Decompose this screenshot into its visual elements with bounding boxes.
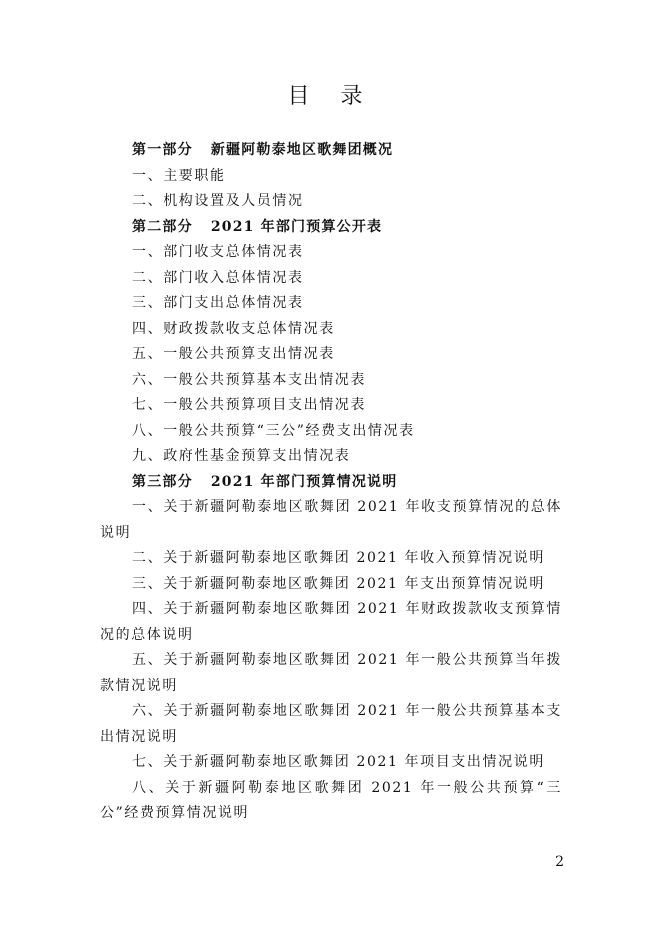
toc-item: 六、一般公共预算基本支出情况表: [132, 371, 366, 388]
page-number: 2: [555, 854, 564, 870]
toc-item: 五、一般公共预算支出情况表: [132, 346, 335, 362]
toc-item: 二、部门收入总体情况表: [132, 269, 304, 286]
toc-item: 七、关于新疆阿勒泰地区歌舞团 2021 年项目支出情况说明: [132, 754, 545, 770]
toc-item: 一、部门收支总体情况表: [132, 244, 304, 260]
part1-heading: [100, 138, 562, 164]
toc-item: 二、机构设置及人员情况: [132, 193, 304, 209]
part3-heading-title: 2021 年部门预算情况说明: [210, 473, 398, 490]
part1-heading-title: 新疆阿勒泰地区歌舞团概况: [210, 142, 394, 158]
toc-item: 一、主要职能: [132, 167, 226, 184]
toc-item: 五、关于新疆阿勒泰地区歌舞团 2021 年一般公共预算当年拨款情况说明: [100, 652, 562, 694]
toc-item: 八、一般公共预算“三公”经费支出情况表: [132, 422, 415, 439]
toc-item: 二、关于新疆阿勒泰地区歌舞团 2021 年收入预算情况说明: [132, 550, 545, 566]
part3-heading: [100, 470, 562, 496]
table-of-contents: [100, 138, 562, 827]
toc-item: 三、关于新疆阿勒泰地区歌舞团 2021 年支出预算情况说明: [132, 575, 545, 592]
toc-item: 九、政府性基金预算支出情况表: [132, 448, 351, 464]
toc-item: 六、关于新疆阿勒泰地区歌舞团 2021 年一般公共预算基本支出情况说明: [100, 703, 562, 745]
toc-item: 四、关于新疆阿勒泰地区歌舞团 2021 年财政拨款收支预算情况的总体说明: [100, 601, 562, 643]
toc-item: 三、部门支出总体情况表: [132, 295, 304, 311]
toc-item: 四、财政拨款收支总体情况表: [132, 320, 335, 337]
toc-item: 八、关于新疆阿勒泰地区歌舞团 2021 年一般公共预算“三公”经费预算情况说明: [100, 779, 562, 821]
part2-heading-title: 2021 年部门预算公开表: [210, 218, 383, 235]
part1-heading-number: 第一部分: [132, 142, 193, 158]
toc-item: 七、一般公共预算项目支出情况表: [132, 397, 366, 413]
part3-heading-number: 第三部分: [132, 473, 193, 490]
toc-item: 一、关于新疆阿勒泰地区歌舞团 2021 年收支预算情况的总体说明: [100, 499, 562, 541]
part2-heading-number: 第二部分: [132, 218, 193, 235]
page-title: 目 录: [287, 84, 375, 109]
part2-heading: [100, 215, 562, 241]
